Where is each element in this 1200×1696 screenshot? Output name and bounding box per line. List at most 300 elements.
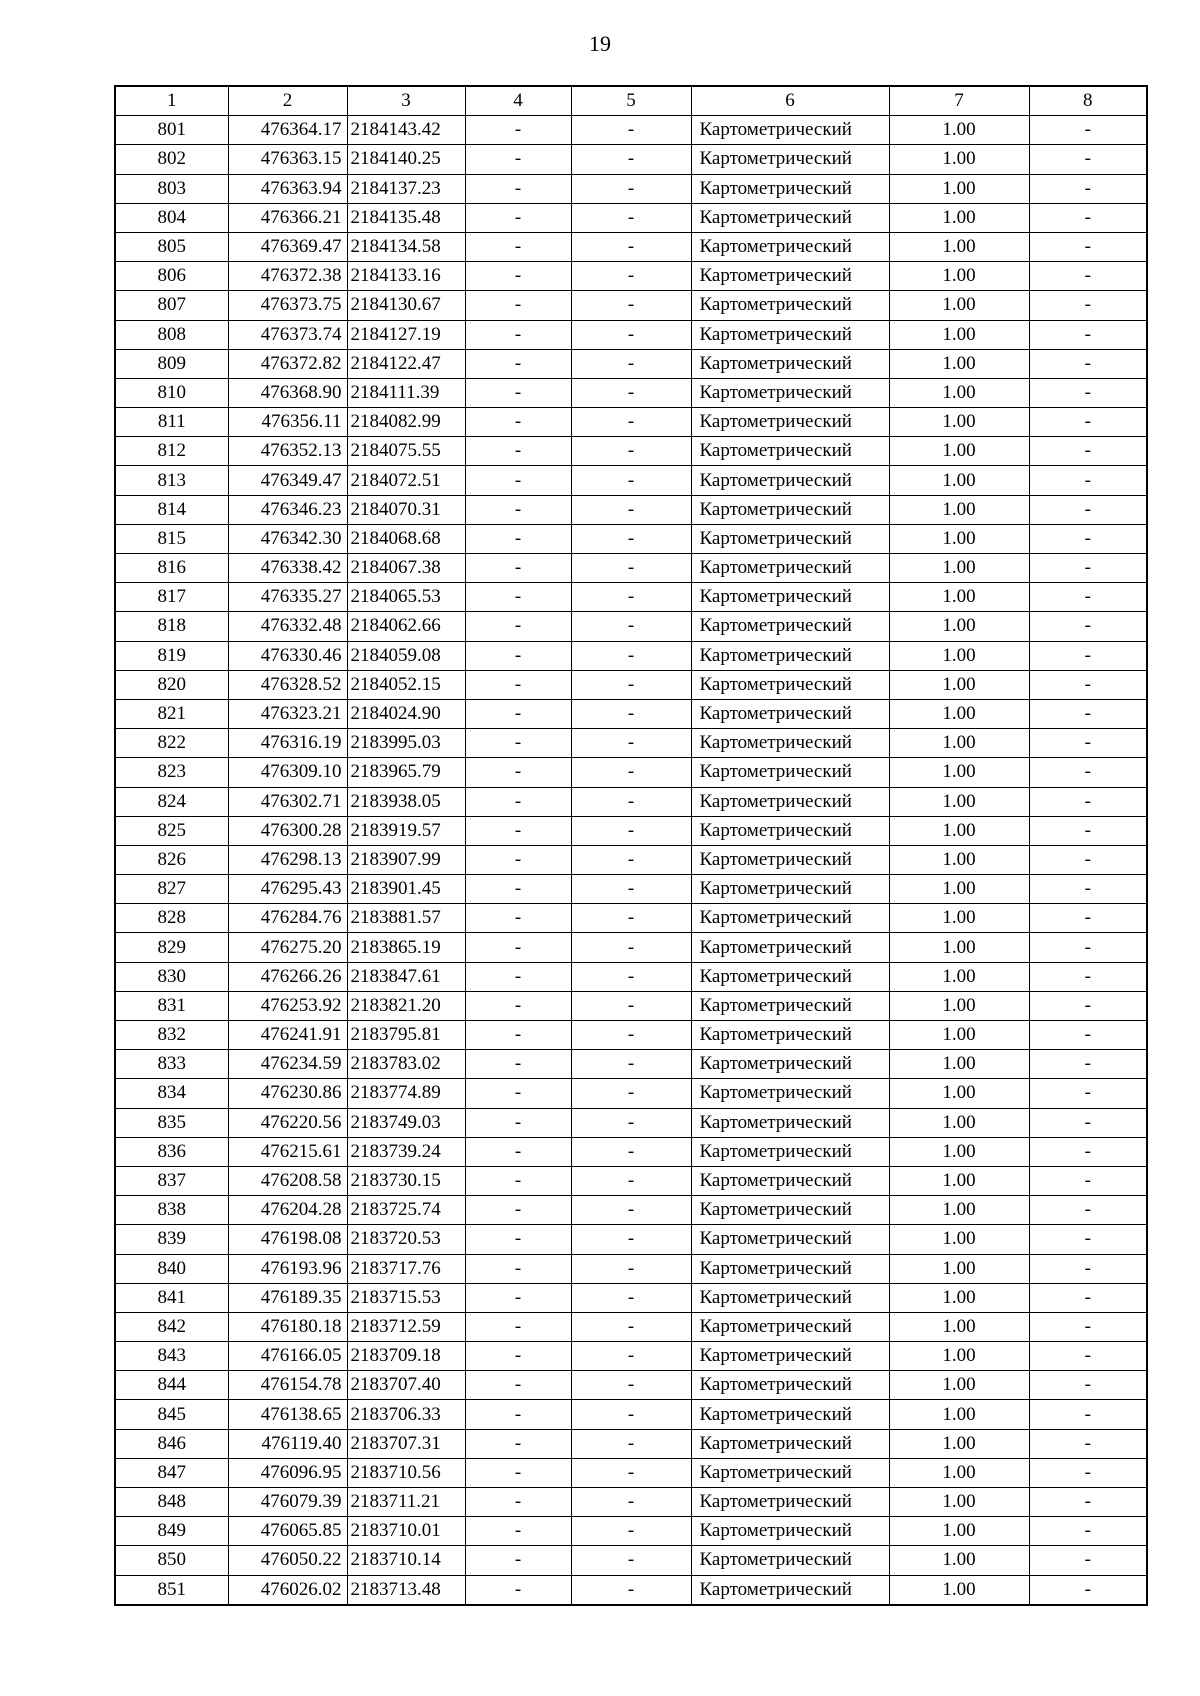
table-cell-col-1: 841 <box>115 1283 228 1312</box>
table-cell-col-2: 476220.56 <box>228 1108 347 1137</box>
table-cell-col-2: 476241.91 <box>228 1021 347 1050</box>
table-cell-col-2: 476096.95 <box>228 1458 347 1487</box>
table-cell-col-6: Картометрический <box>691 1342 889 1371</box>
column-header-4: 4 <box>465 86 571 116</box>
table-cell-col-1: 824 <box>115 787 228 816</box>
table-cell-col-4: - <box>465 1429 571 1458</box>
table-cell-col-2: 476349.47 <box>228 466 347 495</box>
table-cell-col-2: 476373.74 <box>228 320 347 349</box>
table-cell-col-1: 802 <box>115 145 228 174</box>
table-row <box>115 699 1147 728</box>
table-cell-col-8: - <box>1029 1575 1147 1605</box>
table-cell-col-5: - <box>571 962 691 991</box>
table-cell-col-4: - <box>465 437 571 466</box>
table-cell-col-1: 838 <box>115 1196 228 1225</box>
table-cell-col-6: Картометрический <box>691 670 889 699</box>
table-cell-col-2: 476026.02 <box>228 1575 347 1605</box>
table-cell-col-6: Картометрический <box>691 1517 889 1546</box>
table-cell-col-8: - <box>1029 1137 1147 1166</box>
table-cell-col-2: 476189.35 <box>228 1283 347 1312</box>
table-cell-col-2: 476346.23 <box>228 495 347 524</box>
table-row <box>115 1225 1147 1254</box>
table-cell-col-1: 818 <box>115 612 228 641</box>
table-cell-col-8: - <box>1029 174 1147 203</box>
table-cell-col-8: - <box>1029 1108 1147 1137</box>
table-cell-col-3: 2183720.53 <box>347 1225 465 1254</box>
table-cell-col-3: 2183711.21 <box>347 1488 465 1517</box>
table-cell-col-8: - <box>1029 991 1147 1020</box>
table-row <box>115 1312 1147 1341</box>
table-cell-col-3: 2183965.79 <box>347 758 465 787</box>
table-cell-col-2: 476234.59 <box>228 1050 347 1079</box>
table-row <box>115 991 1147 1020</box>
table-cell-col-2: 476180.18 <box>228 1312 347 1341</box>
table-cell-col-5: - <box>571 1166 691 1195</box>
table-cell-col-4: - <box>465 378 571 407</box>
table-cell-col-8: - <box>1029 583 1147 612</box>
table-cell-col-2: 476302.71 <box>228 787 347 816</box>
table-cell-col-6: Картометрический <box>691 1371 889 1400</box>
table-cell-col-8: - <box>1029 787 1147 816</box>
table-cell-col-7: 1.00 <box>889 787 1029 816</box>
table-cell-col-6: Картометрический <box>691 583 889 612</box>
table-cell-col-2: 476266.26 <box>228 962 347 991</box>
table-cell-col-8: - <box>1029 758 1147 787</box>
table-cell-col-8: - <box>1029 1429 1147 1458</box>
table-cell-col-5: - <box>571 1371 691 1400</box>
table-cell-col-7: 1.00 <box>889 612 1029 641</box>
table-cell-col-4: - <box>465 554 571 583</box>
table-row <box>115 612 1147 641</box>
table-cell-col-4: - <box>465 1079 571 1108</box>
table-cell-col-1: 837 <box>115 1166 228 1195</box>
table-cell-col-2: 476356.11 <box>228 408 347 437</box>
table-cell-col-2: 476119.40 <box>228 1429 347 1458</box>
table-cell-col-5: - <box>571 466 691 495</box>
table-cell-col-4: - <box>465 1517 571 1546</box>
table-cell-col-4: - <box>465 933 571 962</box>
table-cell-col-5: - <box>571 729 691 758</box>
table-cell-col-7: 1.00 <box>889 145 1029 174</box>
table-cell-col-3: 2184133.16 <box>347 262 465 291</box>
table-cell-col-2: 476166.05 <box>228 1342 347 1371</box>
table-cell-col-3: 2184122.47 <box>347 349 465 378</box>
table-cell-col-7: 1.00 <box>889 641 1029 670</box>
table-cell-col-8: - <box>1029 1371 1147 1400</box>
table-cell-col-5: - <box>571 583 691 612</box>
table-cell-col-3: 2183865.19 <box>347 933 465 962</box>
table-cell-col-7: 1.00 <box>889 554 1029 583</box>
table-row <box>115 1283 1147 1312</box>
table-cell-col-1: 808 <box>115 320 228 349</box>
column-header-6: 6 <box>691 86 889 116</box>
table-cell-col-1: 827 <box>115 875 228 904</box>
table-cell-col-7: 1.00 <box>889 962 1029 991</box>
table-row <box>115 116 1147 145</box>
table-cell-col-4: - <box>465 1546 571 1575</box>
table-cell-col-8: - <box>1029 262 1147 291</box>
table-cell-col-8: - <box>1029 116 1147 145</box>
table-cell-col-1: 813 <box>115 466 228 495</box>
table-row <box>115 408 1147 437</box>
table-row <box>115 1079 1147 1108</box>
table-cell-col-2: 476215.61 <box>228 1137 347 1166</box>
table-cell-col-8: - <box>1029 232 1147 261</box>
table-cell-col-4: - <box>465 203 571 232</box>
table-cell-col-2: 476330.46 <box>228 641 347 670</box>
table-cell-col-3: 2184137.23 <box>347 174 465 203</box>
table-cell-col-5: - <box>571 1196 691 1225</box>
table-cell-col-7: 1.00 <box>889 466 1029 495</box>
column-header-2: 2 <box>228 86 347 116</box>
table-cell-col-7: 1.00 <box>889 670 1029 699</box>
table-cell-col-6: Картометрический <box>691 641 889 670</box>
table-cell-col-5: - <box>571 1021 691 1050</box>
table-cell-col-1: 843 <box>115 1342 228 1371</box>
table-cell-col-1: 830 <box>115 962 228 991</box>
table-cell-col-8: - <box>1029 1225 1147 1254</box>
table-cell-col-5: - <box>571 495 691 524</box>
table-cell-col-5: - <box>571 787 691 816</box>
table-row <box>115 1050 1147 1079</box>
table-cell-col-5: - <box>571 816 691 845</box>
table-cell-col-7: 1.00 <box>889 437 1029 466</box>
table-cell-col-8: - <box>1029 1488 1147 1517</box>
table-cell-col-3: 2183881.57 <box>347 904 465 933</box>
table-cell-col-7: 1.00 <box>889 1517 1029 1546</box>
table-row <box>115 1371 1147 1400</box>
table-cell-col-8: - <box>1029 845 1147 874</box>
table-cell-col-8: - <box>1029 466 1147 495</box>
table-cell-col-7: 1.00 <box>889 174 1029 203</box>
table-cell-col-2: 476300.28 <box>228 816 347 845</box>
table-cell-col-4: - <box>465 1312 571 1341</box>
table-cell-col-4: - <box>465 262 571 291</box>
table-cell-col-7: 1.00 <box>889 699 1029 728</box>
table-cell-col-4: - <box>465 1400 571 1429</box>
table-cell-col-8: - <box>1029 1342 1147 1371</box>
table-cell-col-3: 2183730.15 <box>347 1166 465 1195</box>
table-cell-col-7: 1.00 <box>889 1575 1029 1605</box>
table-cell-col-8: - <box>1029 641 1147 670</box>
table-cell-col-6: Картометрический <box>691 699 889 728</box>
table-cell-col-5: - <box>571 1079 691 1108</box>
table-cell-col-6: Картометрический <box>691 1283 889 1312</box>
table-cell-col-8: - <box>1029 1400 1147 1429</box>
table-cell-col-2: 476138.65 <box>228 1400 347 1429</box>
table-cell-col-7: 1.00 <box>889 1458 1029 1487</box>
table-cell-col-3: 2184024.90 <box>347 699 465 728</box>
table-cell-col-1: 814 <box>115 495 228 524</box>
table-cell-col-4: - <box>465 1488 571 1517</box>
table-cell-col-2: 476198.08 <box>228 1225 347 1254</box>
table-cell-col-2: 476050.22 <box>228 1546 347 1575</box>
table-cell-col-8: - <box>1029 1021 1147 1050</box>
table-cell-col-5: - <box>571 875 691 904</box>
table-cell-col-3: 2183938.05 <box>347 787 465 816</box>
table-cell-col-3: 2183847.61 <box>347 962 465 991</box>
table-cell-col-1: 836 <box>115 1137 228 1166</box>
table-cell-col-6: Картометрический <box>691 612 889 641</box>
table-cell-col-4: - <box>465 845 571 874</box>
table-cell-col-6: Картометрический <box>691 1196 889 1225</box>
table-cell-col-3: 2184065.53 <box>347 583 465 612</box>
table-cell-col-4: - <box>465 1225 571 1254</box>
table-cell-col-6: Картометрический <box>691 378 889 407</box>
table-cell-col-5: - <box>571 1283 691 1312</box>
table-row <box>115 758 1147 787</box>
table-cell-col-5: - <box>571 612 691 641</box>
table-cell-col-3: 2184067.38 <box>347 554 465 583</box>
table-cell-col-1: 817 <box>115 583 228 612</box>
table-cell-col-7: 1.00 <box>889 320 1029 349</box>
table-cell-col-1: 829 <box>115 933 228 962</box>
table-cell-col-5: - <box>571 524 691 553</box>
table-cell-col-3: 2184072.51 <box>347 466 465 495</box>
table-row <box>115 1196 1147 1225</box>
table-cell-col-1: 851 <box>115 1575 228 1605</box>
table-row <box>115 904 1147 933</box>
table-cell-col-2: 476204.28 <box>228 1196 347 1225</box>
table-cell-col-3: 2184059.08 <box>347 641 465 670</box>
table-cell-col-4: - <box>465 1137 571 1166</box>
table-cell-col-2: 476309.10 <box>228 758 347 787</box>
table-cell-col-5: - <box>571 1517 691 1546</box>
table-cell-col-5: - <box>571 1312 691 1341</box>
table-cell-col-2: 476316.19 <box>228 729 347 758</box>
table-cell-col-1: 820 <box>115 670 228 699</box>
table-cell-col-8: - <box>1029 1517 1147 1546</box>
table-cell-col-8: - <box>1029 554 1147 583</box>
table-cell-col-5: - <box>571 933 691 962</box>
table-cell-col-8: - <box>1029 495 1147 524</box>
table-cell-col-1: 809 <box>115 349 228 378</box>
table-cell-col-4: - <box>465 1021 571 1050</box>
table-cell-col-4: - <box>465 145 571 174</box>
table-cell-col-7: 1.00 <box>889 349 1029 378</box>
table-cell-col-3: 2183710.56 <box>347 1458 465 1487</box>
table-cell-col-8: - <box>1029 1312 1147 1341</box>
table-cell-col-2: 476338.42 <box>228 554 347 583</box>
table-cell-col-4: - <box>465 232 571 261</box>
table-cell-col-7: 1.00 <box>889 1342 1029 1371</box>
table-row <box>115 203 1147 232</box>
table-cell-col-4: - <box>465 1050 571 1079</box>
table-cell-col-7: 1.00 <box>889 262 1029 291</box>
table-cell-col-6: Картометрический <box>691 933 889 962</box>
table-cell-col-7: 1.00 <box>889 1254 1029 1283</box>
table-cell-col-8: - <box>1029 408 1147 437</box>
table-cell-col-2: 476366.21 <box>228 203 347 232</box>
table-cell-col-2: 476352.13 <box>228 437 347 466</box>
table-cell-col-5: - <box>571 670 691 699</box>
table-row <box>115 466 1147 495</box>
table-cell-col-7: 1.00 <box>889 116 1029 145</box>
table-cell-col-2: 476253.92 <box>228 991 347 1020</box>
table-cell-col-7: 1.00 <box>889 875 1029 904</box>
table-cell-col-5: - <box>571 1342 691 1371</box>
table-cell-col-6: Картометрический <box>691 816 889 845</box>
table-cell-col-5: - <box>571 554 691 583</box>
table-cell-col-8: - <box>1029 291 1147 320</box>
table-cell-col-8: - <box>1029 349 1147 378</box>
table-cell-col-8: - <box>1029 1166 1147 1195</box>
table-cell-col-7: 1.00 <box>889 1400 1029 1429</box>
table-cell-col-5: - <box>571 291 691 320</box>
table-cell-col-3: 2183774.89 <box>347 1079 465 1108</box>
table-row <box>115 1458 1147 1487</box>
table-cell-col-1: 804 <box>115 203 228 232</box>
table-cell-col-6: Картометрический <box>691 1225 889 1254</box>
table-cell-col-7: 1.00 <box>889 1283 1029 1312</box>
table-cell-col-7: 1.00 <box>889 291 1029 320</box>
table-cell-col-6: Картометрический <box>691 145 889 174</box>
table-cell-col-8: - <box>1029 816 1147 845</box>
table-cell-col-4: - <box>465 758 571 787</box>
table-cell-col-3: 2183712.59 <box>347 1312 465 1341</box>
table-cell-col-8: - <box>1029 1546 1147 1575</box>
table-cell-col-8: - <box>1029 437 1147 466</box>
table-cell-col-6: Картометрический <box>691 991 889 1020</box>
table-cell-col-8: - <box>1029 378 1147 407</box>
table-cell-col-1: 847 <box>115 1458 228 1487</box>
table-cell-col-5: - <box>571 232 691 261</box>
table-cell-col-6: Картометрический <box>691 1166 889 1195</box>
table-cell-col-1: 846 <box>115 1429 228 1458</box>
table-cell-col-3: 2183739.24 <box>347 1137 465 1166</box>
table-cell-col-4: - <box>465 612 571 641</box>
table-cell-col-7: 1.00 <box>889 1050 1029 1079</box>
table-cell-col-6: Картометрический <box>691 962 889 991</box>
table-row <box>115 554 1147 583</box>
table-row <box>115 583 1147 612</box>
table-cell-col-7: 1.00 <box>889 378 1029 407</box>
table-cell-col-2: 476369.47 <box>228 232 347 261</box>
table-row <box>115 845 1147 874</box>
table-cell-col-4: - <box>465 1196 571 1225</box>
table-cell-col-3: 2183919.57 <box>347 816 465 845</box>
table-row <box>115 1575 1147 1605</box>
coordinates-table <box>114 85 1148 1606</box>
table-cell-col-3: 2184127.19 <box>347 320 465 349</box>
table-row <box>115 232 1147 261</box>
table-cell-col-1: 832 <box>115 1021 228 1050</box>
table-cell-col-6: Картометрический <box>691 1050 889 1079</box>
table-cell-col-7: 1.00 <box>889 583 1029 612</box>
page-number: 19 <box>589 31 611 56</box>
table-cell-col-6: Картометрический <box>691 291 889 320</box>
table-cell-col-7: 1.00 <box>889 904 1029 933</box>
table-cell-col-4: - <box>465 729 571 758</box>
table-cell-col-1: 834 <box>115 1079 228 1108</box>
table-cell-col-7: 1.00 <box>889 1137 1029 1166</box>
table-cell-col-1: 850 <box>115 1546 228 1575</box>
table-cell-col-3: 2183821.20 <box>347 991 465 1020</box>
table-cell-col-1: 807 <box>115 291 228 320</box>
table-row <box>115 1166 1147 1195</box>
table-cell-col-6: Картометрический <box>691 1108 889 1137</box>
table-cell-col-1: 825 <box>115 816 228 845</box>
table-cell-col-6: Картометрический <box>691 1546 889 1575</box>
table-cell-col-5: - <box>571 1137 691 1166</box>
table-cell-col-6: Картометрический <box>691 466 889 495</box>
table-row <box>115 174 1147 203</box>
table-row <box>115 816 1147 845</box>
table-cell-col-8: - <box>1029 612 1147 641</box>
table-cell-col-3: 2183713.48 <box>347 1575 465 1605</box>
table-cell-col-6: Картометрический <box>691 1575 889 1605</box>
table-cell-col-7: 1.00 <box>889 729 1029 758</box>
table-cell-col-6: Картометрический <box>691 845 889 874</box>
table-cell-col-7: 1.00 <box>889 816 1029 845</box>
table-cell-col-2: 476363.15 <box>228 145 347 174</box>
table-cell-col-3: 2183715.53 <box>347 1283 465 1312</box>
table-cell-col-6: Картометрический <box>691 1488 889 1517</box>
table-cell-col-5: - <box>571 1254 691 1283</box>
table-cell-col-4: - <box>465 699 571 728</box>
table-cell-col-1: 839 <box>115 1225 228 1254</box>
table-cell-col-8: - <box>1029 145 1147 174</box>
table-cell-col-1: 835 <box>115 1108 228 1137</box>
table-cell-col-3: 2184075.55 <box>347 437 465 466</box>
table-cell-col-4: - <box>465 962 571 991</box>
column-header-1: 1 <box>115 86 228 116</box>
table-cell-col-6: Картометрический <box>691 174 889 203</box>
table-cell-col-3: 2183995.03 <box>347 729 465 758</box>
table-row <box>115 1400 1147 1429</box>
table-cell-col-5: - <box>571 1050 691 1079</box>
table-row <box>115 641 1147 670</box>
table-cell-col-4: - <box>465 583 571 612</box>
table-cell-col-1: 822 <box>115 729 228 758</box>
table-cell-col-7: 1.00 <box>889 845 1029 874</box>
table-cell-col-8: - <box>1029 320 1147 349</box>
table-cell-col-3: 2183710.14 <box>347 1546 465 1575</box>
table-cell-col-5: - <box>571 904 691 933</box>
table-cell-col-1: 816 <box>115 554 228 583</box>
table-cell-col-3: 2183901.45 <box>347 875 465 904</box>
table-cell-col-7: 1.00 <box>889 1225 1029 1254</box>
table-cell-col-1: 815 <box>115 524 228 553</box>
table-cell-col-2: 476230.86 <box>228 1079 347 1108</box>
table-cell-col-8: - <box>1029 962 1147 991</box>
table-cell-col-7: 1.00 <box>889 232 1029 261</box>
table-cell-col-4: - <box>465 875 571 904</box>
table-cell-col-3: 2184070.31 <box>347 495 465 524</box>
table-cell-col-4: - <box>465 670 571 699</box>
table-cell-col-4: - <box>465 291 571 320</box>
column-header-8: 8 <box>1029 86 1147 116</box>
column-header-5: 5 <box>571 86 691 116</box>
table-cell-col-3: 2183749.03 <box>347 1108 465 1137</box>
table-cell-col-4: - <box>465 524 571 553</box>
table-cell-col-4: - <box>465 816 571 845</box>
table-header <box>115 86 1147 116</box>
table-cell-col-2: 476065.85 <box>228 1517 347 1546</box>
table-cell-col-6: Картометрический <box>691 232 889 261</box>
table-cell-col-3: 2184111.39 <box>347 378 465 407</box>
table-cell-col-4: - <box>465 320 571 349</box>
table-cell-col-8: - <box>1029 203 1147 232</box>
table-cell-col-1: 848 <box>115 1488 228 1517</box>
table-cell-col-7: 1.00 <box>889 1079 1029 1108</box>
table-cell-col-3: 2183707.40 <box>347 1371 465 1400</box>
table-cell-col-7: 1.00 <box>889 1108 1029 1137</box>
table-cell-col-7: 1.00 <box>889 1312 1029 1341</box>
table-cell-col-7: 1.00 <box>889 408 1029 437</box>
table-cell-col-1: 821 <box>115 699 228 728</box>
table-cell-col-1: 844 <box>115 1371 228 1400</box>
